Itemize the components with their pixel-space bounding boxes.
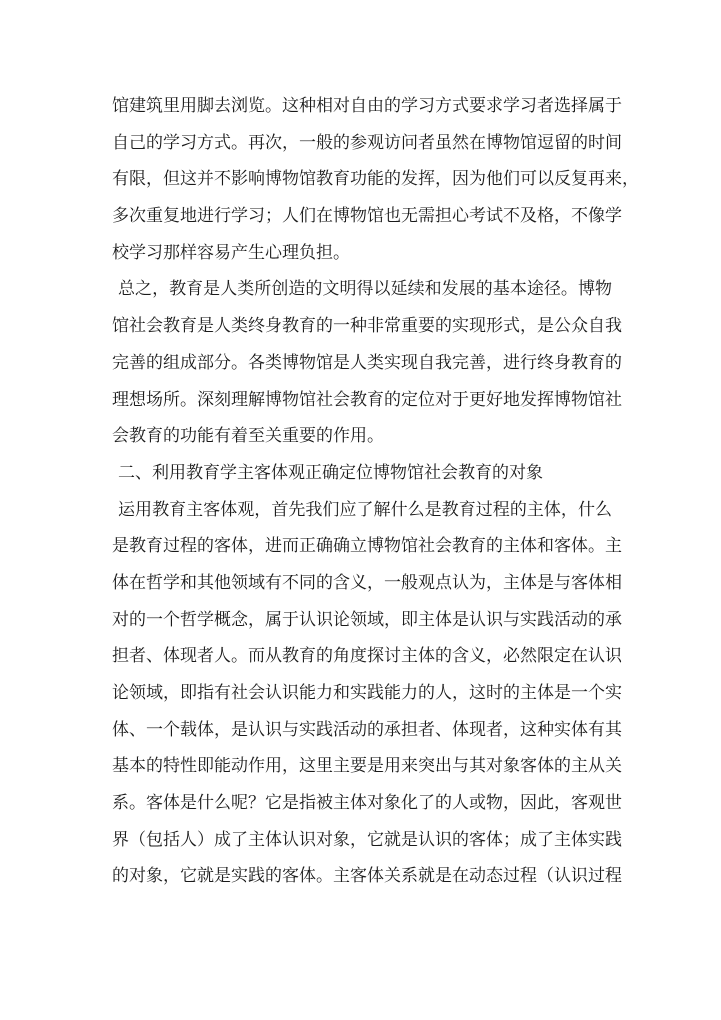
text-line: 馆社会教育是人类终身教育的一种非常重要的实现形式，是公众自我 (112, 316, 622, 337)
paragraph-subject-object (112, 492, 622, 896)
section-heading: 二、利用教育学主客体观正确定位博物馆社会教育的对象 (118, 462, 543, 483)
text-line: 的对象，它就是实践的客体。主客体关系就是在动态过程（认识过程 (112, 866, 622, 887)
text-line: 运用教育主客体观，首先我们应了解什么是教育过程的主体，什么 (118, 499, 612, 520)
text-line: 会教育的功能有着至关重要的作用。 (112, 426, 384, 447)
text-line: 系。客体是什么呢？它是指被主体对象化了的人或物，因此，客观世 (112, 793, 622, 814)
text-line: 是教育过程的客体，进而正确确立博物馆社会教育的主体和客体。主 (112, 536, 622, 557)
text-line: 有限，但这并不影响博物馆教育功能的发挥，因为他们可以反复再来， (112, 169, 639, 190)
text-line: 体、一个载体，是认识与实践活动的承担者、体现者，这种实体有其 (112, 719, 622, 740)
text-line: 对的一个哲学概念，属于认识论领域，即主体是认识与实践活动的承 (112, 609, 622, 630)
text-line: 理想场所。深刻理解博物馆社会教育的定位对于更好地发挥博物馆社 (112, 389, 622, 410)
text-line: 体在哲学和其他领域有不同的含义，一般观点认为，主体是与客体相 (112, 572, 622, 593)
text-line: 自己的学习方式。再次，一般的参观访问者虽然在博物馆逗留的时间 (112, 132, 622, 153)
text-line: 论领域，即指有社会认识能力和实践能力的人，这时的主体是一个实 (112, 683, 622, 703)
text-line: 总之，教育是人类所创造的文明得以延续和发展的基本途径。博物 (118, 279, 612, 300)
text-line: 界（包括人）成了主体认识对象，它就是认识的客体；成了主体实践 (112, 829, 622, 850)
text-line: 多次重复地进行学习；人们在博物馆也无需担心考试不及格，不像学 (112, 206, 622, 227)
document-body (112, 88, 639, 895)
text-line: 基本的特性即能动作用，这里主要是用来突出与其对象客体的主从关 (112, 756, 622, 777)
paragraph-summary (112, 271, 622, 454)
text-line: 担者、体现者人。而从教育的角度探讨主体的含义，必然限定在认识 (112, 646, 622, 667)
text-line: 完善的组成部分。各类博物馆是人类实现自我完善，进行终身教育的 (112, 352, 622, 373)
text-line: 馆建筑里用脚去浏览。这种相对自由的学习方式要求学习者选择属于 (112, 96, 622, 116)
text-line: 校学习那样容易产生心理负担。 (112, 242, 350, 263)
paragraph-museum-learning (112, 88, 639, 271)
